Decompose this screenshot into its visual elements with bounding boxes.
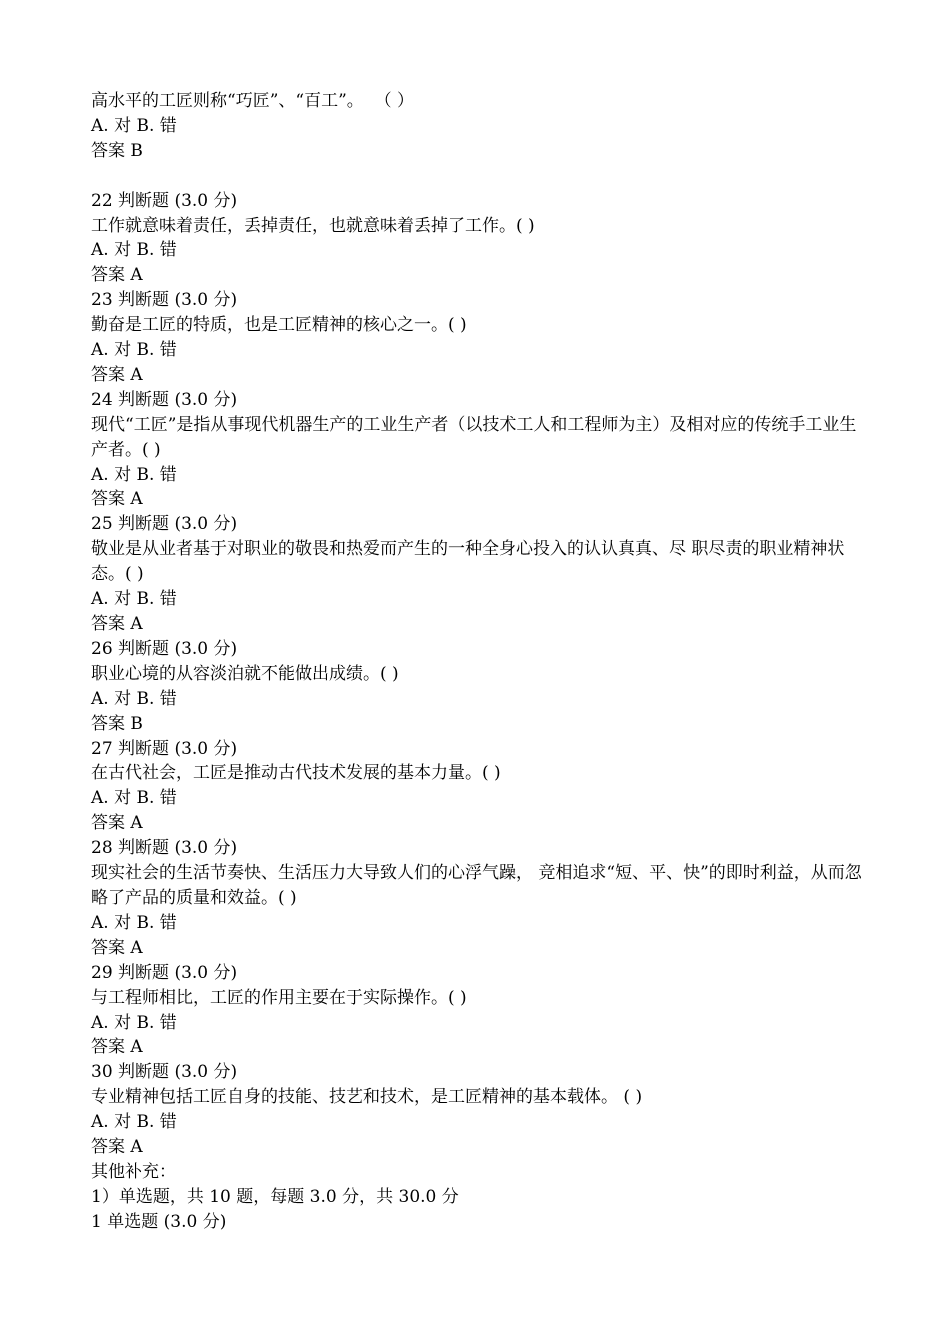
question-block-28 <box>91 836 871 961</box>
supplement-section <box>91 1160 871 1235</box>
question-text: 勤奋是工匠的特质，也是工匠精神的核心之一。( ) <box>91 315 467 336</box>
question-header: 28 判断题 (3.0 分) <box>91 838 238 859</box>
question-header: 25 判断题 (3.0 分) <box>91 514 238 535</box>
question-text: 专业精神包括工匠自身的技能、技艺和技术，是工匠精神的基本载体。 ( ) <box>91 1087 643 1108</box>
question-header: 30 判断题 (3.0 分) <box>91 1062 238 1083</box>
question-text: 高水平的工匠则称“巧匠”、“百工”。 （ ） <box>91 91 414 111</box>
question-header: 26 判断题 (3.0 分) <box>91 638 238 659</box>
question-header: 1 单选题 (3.0 分) <box>91 1211 227 1232</box>
answer-key: 答案 A <box>91 813 143 834</box>
question-header: 24 判断题 (3.0 分) <box>91 389 238 410</box>
answer-key: 答案 A <box>91 1137 143 1158</box>
answer-key: 答案 A <box>91 1037 143 1058</box>
answer-options: A. 对 B. 错 <box>91 912 177 933</box>
answer-options: A. 对 B. 错 <box>91 788 177 809</box>
question-text: 现实社会的生活节奏快、生活压力大导致人们的心浮气躁， 竞相追求“短、平、快”的即时利益，从而忽略了产品的质量和效益。( ) <box>91 863 862 908</box>
question-block-24 <box>91 388 871 513</box>
question-text: 与工程师相比，工匠的作用主要在于实际操作。( ) <box>91 987 467 1008</box>
question-text: 工作就意味着责任，丢掉责任，也就意味着丢掉了工作。( ) <box>91 215 535 236</box>
question-header: 23 判断题 (3.0 分) <box>91 290 238 311</box>
question-text: 在古代社会，工匠是推动古代技术发展的基本力量。( ) <box>91 763 501 784</box>
question-text: 职业心境的从容淡泊就不能做出成绩。( ) <box>91 663 399 684</box>
answer-options: A. 对 B. 错 <box>91 1012 177 1033</box>
answer-options: A. 对 B. 错 <box>91 1112 177 1133</box>
question-block-29 <box>91 961 871 1061</box>
answer-options: A. 对 B. 错 <box>91 688 177 709</box>
question-block-26 <box>91 637 871 737</box>
answer-key: 答案 A <box>91 489 143 510</box>
question-block-23 <box>91 288 871 388</box>
answer-options: A. 对 B. 错 <box>91 115 177 136</box>
question-header: 27 判断题 (3.0 分) <box>91 738 238 759</box>
question-block-21 <box>91 89 871 164</box>
blank-line <box>91 164 871 189</box>
question-text: 现代“工匠”是指从事现代机器生产的工业生产者（以技术工人和工程师为主）及相对应的传统手工业生产者。( ) <box>91 414 857 460</box>
answer-key: 答案 B <box>91 140 143 161</box>
question-block-27 <box>91 737 871 837</box>
document-page <box>91 89 871 1235</box>
question-header: 22 判断题 (3.0 分) <box>91 190 238 211</box>
section-summary: 1）单选题，共 10 题，每题 3.0 分，共 30.0 分 <box>91 1186 459 1207</box>
question-header: 29 判断题 (3.0 分) <box>91 962 238 983</box>
answer-key: 答案 A <box>91 364 143 385</box>
question-block-25 <box>91 512 871 637</box>
answer-options: A. 对 B. 错 <box>91 464 177 485</box>
answer-key: 答案 A <box>91 614 143 635</box>
answer-key: 答案 B <box>91 713 143 734</box>
question-text: 敬业是从业者基于对职业的敬畏和热爱而产生的一种全身心投入的认认真真、尽 职尽责的职业精神状态。( ) <box>91 539 845 585</box>
answer-options: A. 对 B. 错 <box>91 589 177 610</box>
answer-key: 答案 A <box>91 937 143 958</box>
question-block-30 <box>91 1060 871 1160</box>
answer-key: 答案 A <box>91 265 143 286</box>
answer-options: A. 对 B. 错 <box>91 340 177 361</box>
supplement-title: 其他补充： <box>91 1161 176 1182</box>
question-block-22 <box>91 189 871 289</box>
answer-options: A. 对 B. 错 <box>91 240 177 261</box>
